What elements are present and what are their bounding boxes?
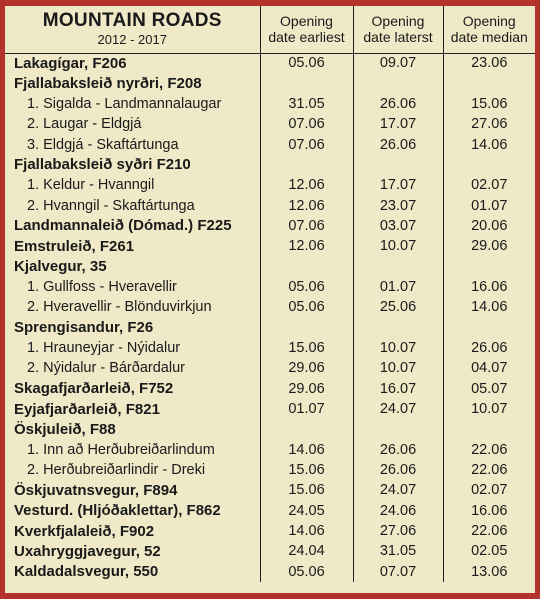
road-row [5, 155, 535, 175]
opening-date-earliest: 05.06 [260, 277, 353, 297]
road-section-name: 2. Laugar - Eldgjá [5, 114, 260, 134]
opening-date-latest: 26.06 [353, 94, 443, 114]
opening-date-earliest: 07.06 [260, 216, 353, 236]
road-row [5, 317, 535, 337]
opening-date-latest: 24.06 [353, 501, 443, 521]
road-name: Fjallabaksleið syðri F210 [5, 155, 260, 175]
road-name: Öskjuvatnsvegur, F894 [5, 480, 260, 500]
opening-date-latest: 10.07 [353, 236, 443, 256]
opening-date-earliest [260, 317, 353, 337]
opening-date-latest: 10.07 [353, 358, 443, 378]
opening-date-earliest: 15.06 [260, 338, 353, 358]
opening-date-latest [353, 256, 443, 276]
mountain-roads-table [5, 6, 535, 582]
opening-date-latest: 27.06 [353, 521, 443, 541]
col-header-latest [353, 6, 443, 53]
opening-date-earliest: 14.06 [260, 440, 353, 460]
opening-date-latest [353, 317, 443, 337]
opening-date-earliest: 07.06 [260, 134, 353, 154]
col-header-latest-line1: Opening [371, 13, 425, 30]
road-section-row [5, 195, 535, 215]
road-row [5, 379, 535, 399]
opening-date-latest: 17.07 [353, 175, 443, 195]
opening-date-median: 16.06 [471, 502, 508, 519]
road-row [5, 73, 535, 93]
road-name: Emstruleið, F261 [5, 236, 260, 256]
opening-date-latest: 17.07 [353, 114, 443, 134]
road-name: Fjallabaksleið nyrðri, F208 [5, 73, 260, 93]
road-section-row [5, 277, 535, 297]
opening-date-latest: 03.07 [353, 216, 443, 236]
road-row [5, 216, 535, 236]
road-section-name: 1. Sigalda - Landmannalaugar [5, 94, 260, 114]
opening-date-median: 01.07 [471, 197, 508, 214]
opening-date-latest: 07.07 [353, 562, 443, 582]
col-header-earliest-line1: Opening [280, 13, 333, 30]
opening-date-median: 22.06 [471, 462, 508, 479]
opening-date-median: 02.07 [471, 177, 508, 194]
road-section-name: 2. Herðubreiðarlindir - Dreki [5, 460, 260, 480]
opening-date-latest: 01.07 [353, 277, 443, 297]
road-row [5, 521, 535, 541]
road-section-name: 2. Nýidalur - Bárðardalur [5, 358, 260, 378]
opening-date-latest: 09.07 [353, 53, 443, 73]
opening-date-latest: 24.07 [353, 480, 443, 500]
opening-date-earliest: 01.07 [260, 399, 353, 419]
opening-date-median: 23.06 [471, 55, 508, 72]
road-section-row [5, 338, 535, 358]
opening-date-earliest [260, 256, 353, 276]
opening-date-latest: 26.06 [353, 440, 443, 460]
table-title: MOUNTAIN ROADS [42, 10, 222, 32]
road-section-name: 2. Hvanngil - Skaftártunga [5, 195, 260, 215]
road-section-row [5, 440, 535, 460]
opening-date-median: 14.06 [471, 299, 508, 316]
road-name: Skagafjarðarleið, F752 [5, 379, 260, 399]
opening-date-latest: 25.06 [353, 297, 443, 317]
opening-date-earliest: 05.06 [260, 297, 353, 317]
opening-date-earliest: 05.06 [260, 53, 353, 73]
opening-date-latest [353, 419, 443, 439]
opening-date-earliest: 12.06 [260, 236, 353, 256]
road-name: Kjalvegur, 35 [5, 256, 260, 276]
opening-date-earliest [260, 419, 353, 439]
opening-date-median: 26.06 [471, 339, 508, 356]
road-section-row [5, 358, 535, 378]
opening-date-latest [353, 73, 443, 93]
opening-date-latest: 26.06 [353, 134, 443, 154]
road-section-name: 1. Gullfoss - Hveravellir [5, 277, 260, 297]
road-name: Vesturd. (Hljóðaklettar), F862 [5, 501, 260, 521]
opening-date-latest [353, 155, 443, 175]
col-header-median-line1: Opening [462, 13, 516, 30]
opening-date-median: 29.06 [471, 238, 508, 255]
opening-date-earliest: 29.06 [260, 358, 353, 378]
col-header-earliest-line2: date earliest [268, 29, 345, 46]
opening-date-median: 02.05 [471, 543, 508, 560]
road-section-row [5, 94, 535, 114]
opening-date-latest: 23.07 [353, 195, 443, 215]
mountain-roads-card [5, 6, 535, 593]
road-row [5, 256, 535, 276]
year-range: 2012 - 2017 [97, 32, 167, 48]
opening-date-median: 22.06 [471, 441, 508, 458]
opening-date-latest: 24.07 [353, 399, 443, 419]
road-row [5, 236, 535, 256]
road-row [5, 53, 535, 73]
opening-date-median: 14.06 [471, 136, 508, 153]
col-header-median-line2: date median [450, 29, 528, 46]
opening-date-median [443, 419, 535, 439]
opening-date-latest: 31.05 [353, 541, 443, 561]
col-header-median [443, 6, 535, 53]
opening-date-earliest [260, 73, 353, 93]
col-header-latest-line2: date laterst [363, 29, 433, 46]
opening-date-median [443, 155, 535, 175]
opening-date-earliest: 15.06 [260, 480, 353, 500]
opening-date-earliest: 24.04 [260, 541, 353, 561]
opening-date-latest: 26.06 [353, 460, 443, 480]
road-row [5, 399, 535, 419]
road-name: Uxahryggjavegur, 52 [5, 541, 260, 561]
opening-date-earliest: 29.06 [260, 379, 353, 399]
opening-date-median: 02.07 [471, 482, 508, 499]
opening-date-median: 13.06 [471, 563, 508, 580]
opening-date-earliest: 24.05 [260, 501, 353, 521]
road-name: Kaldadalsvegur, 550 [5, 562, 260, 582]
header-row [5, 6, 535, 53]
road-row [5, 541, 535, 561]
table-body [5, 53, 535, 582]
opening-date-latest: 16.07 [353, 379, 443, 399]
road-name: Öskjuleið, F88 [5, 419, 260, 439]
opening-date-median: 10.07 [471, 401, 508, 418]
opening-date-earliest: 05.06 [260, 562, 353, 582]
opening-date-earliest: 07.06 [260, 114, 353, 134]
opening-date-median: 04.07 [471, 360, 508, 377]
opening-date-earliest: 12.06 [260, 175, 353, 195]
title-cell [5, 6, 260, 53]
road-section-row [5, 134, 535, 154]
opening-date-earliest: 14.06 [260, 521, 353, 541]
opening-date-median: 22.06 [471, 523, 508, 540]
opening-date-median: 05.07 [471, 380, 508, 397]
road-name: Eyjafjarðarleið, F821 [5, 399, 260, 419]
col-header-earliest [260, 6, 353, 53]
road-row [5, 501, 535, 521]
road-name: Landmannaleið (Dómad.) F225 [5, 216, 260, 236]
road-name: Kverkfjalaleið, F902 [5, 521, 260, 541]
opening-date-earliest [260, 155, 353, 175]
road-section-name: 3. Eldgjá - Skaftártunga [5, 134, 260, 154]
opening-date-median [443, 317, 535, 337]
road-row [5, 419, 535, 439]
opening-date-median [443, 73, 535, 93]
opening-date-median: 15.06 [471, 95, 508, 112]
opening-date-earliest: 12.06 [260, 195, 353, 215]
road-section-name: 1. Hrauneyjar - Nýidalur [5, 338, 260, 358]
road-section-name: 2. Hveravellir - Blönduvirkjun [5, 297, 260, 317]
road-section-row [5, 114, 535, 134]
opening-date-median: 20.06 [471, 217, 508, 234]
road-section-row [5, 175, 535, 195]
opening-date-latest: 10.07 [353, 338, 443, 358]
road-section-name: 1. Keldur - Hvanngil [5, 175, 260, 195]
road-row [5, 480, 535, 500]
opening-date-median: 27.06 [471, 116, 508, 133]
road-name: Lakagígar, F206 [5, 53, 260, 73]
opening-date-earliest: 15.06 [260, 460, 353, 480]
road-section-row [5, 297, 535, 317]
road-row [5, 562, 535, 582]
road-section-row [5, 460, 535, 480]
road-section-name: 1. Inn að Herðubreiðarlindum [5, 440, 260, 460]
road-name: Sprengisandur, F26 [5, 317, 260, 337]
opening-date-earliest: 31.05 [260, 94, 353, 114]
opening-date-median [443, 256, 535, 276]
opening-date-median: 16.06 [471, 278, 508, 295]
